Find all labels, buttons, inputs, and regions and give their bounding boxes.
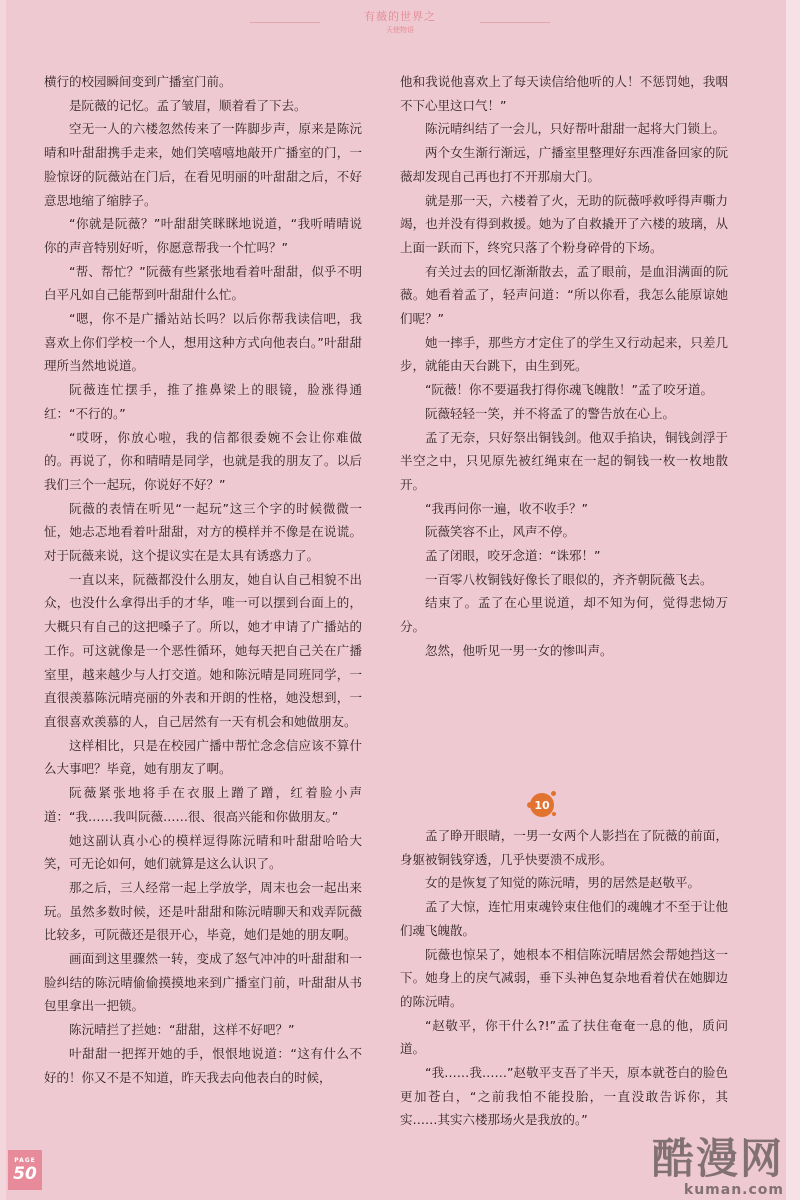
paragraph: 是阮薇的记忆。孟了皱眉，顺着看了下去。 xyxy=(69,97,307,113)
paragraph: 他和我说他喜欢上了每天读信给他听的人！不惩罚她，我咽不下心里这口气！” xyxy=(400,74,728,113)
paragraph: 这样相比，只是在校园广播中帮忙念念信应该不算什么大事吧？毕竟，她有朋友了啊。 xyxy=(44,737,362,777)
paragraph: 孟了无奈，只好祭出铜钱剑。他双手掐诀，铜钱剑浮于半空之中，只见原先被红绳束在一起的铜钱一枚一枚地散开。 xyxy=(400,429,728,492)
paragraph: “赵敬平，你干什么?!”孟了扶住奄奄一息的他，质问道。 xyxy=(400,1017,728,1057)
paragraph: 女的是恢复了知觉的陈沅晴，男的居然是赵敬平。 xyxy=(425,875,701,891)
paragraph: “哎呀，你放心啦，我的信都很委婉不会让你难做的。再说了，你和晴晴是同学，也就是我的朋友了。以后我们三个一起玩，你说好不好？” xyxy=(44,429,362,492)
watermark-url: kuman.com xyxy=(683,1182,784,1198)
paragraph: 孟了大惊，连忙用束魂铃束住他们的魂魄才不至于让他们魂飞魄散。 xyxy=(400,899,728,938)
paragraph: “你就是阮薇？”叶甜甜笑眯眯地说道，“我听晴晴说你的声音特别好听，你愿意帮我一个忙吗？” xyxy=(44,216,362,255)
ink-splash xyxy=(551,791,556,796)
paragraph: 她一摔手，那些方才定住了的学生又行动起来，只差几步，就能由天台跳下，由生到死。 xyxy=(400,334,728,374)
paragraph: 两个女生渐行渐远，广播室里整理好东西准备回家的阮薇却发现自己再也打不开那扇大门。 xyxy=(400,145,728,184)
paragraph: 叶甜甜一把挥开她的手，恨恨地说道：“这有什么不好的！你又不是不知道，昨天我去向他表白的时候， xyxy=(44,1045,362,1085)
paragraph: 陈沅晴纠结了一会儿，只好帮叶甜甜一起将大门锁上。 xyxy=(425,121,726,137)
paragraph: 阮薇的表情在听见“一起玩”这三个字的时候微微一怔，她忐忑地看着叶甜甜，对方的模样并不像是在说谎。对于阮薇来说，这个提议实在是太具有诱惑力了。 xyxy=(44,500,362,564)
paragraph: 阮薇紧张地将手在衣服上蹭了蹭，红着脸小声道：“我……我叫阮薇……很、很高兴能和你做朋友。” xyxy=(44,785,362,824)
chapter-number: 10 xyxy=(530,793,554,817)
right-text-column-top xyxy=(400,70,728,663)
paragraph: 忽然，他听见一男一女的惨叫声。 xyxy=(425,642,613,658)
site-watermark xyxy=(634,1136,784,1198)
watermark-logo-text: 酷漫网 xyxy=(651,1134,784,1183)
paragraph: 她这副认真小心的模样逗得陈沅晴和叶甜甜哈哈大笑，可无论如何，她们就算是这么认识了。 xyxy=(44,832,362,872)
paragraph: 那之后，三人经常一起上学放学，周末也会一起出来玩。虽然多数时候，还是叶甜甜和陈沅晴聊天和戏弄阮薇比较多，可阮薇还是很开心，毕竟，她们是她的朋友啊。 xyxy=(44,879,362,943)
running-header xyxy=(300,8,500,35)
header-subtitle: 天使物语 xyxy=(386,26,414,34)
paragraph: 阮薇轻轻一笑，并不将孟了的警告放在心上。 xyxy=(425,405,676,421)
chapter-number-badge xyxy=(527,790,557,820)
paragraph: 结束了。孟了在心里说道，却不知为何，觉得悲恸万分。 xyxy=(400,595,728,635)
header-title: 有薇的世界之 xyxy=(364,10,436,23)
left-text-column xyxy=(44,70,362,1089)
paragraph: 阮薇笑容不止，风声不停。 xyxy=(425,524,576,540)
paragraph: 横行的校园瞬间变到广播室门前。 xyxy=(44,74,232,89)
right-text-column-bottom xyxy=(400,824,728,1132)
paragraph: 一直以来，阮薇都没什么朋友，她自认自己相貌不出众，也没什么拿得出手的才华，唯一可以摆到台面上的，大概只有自己的这把嗓子了。所以，她才申请了广播站的工作。可这就像是一个恶性循环，她每天把自己关在广播室里，越来越少与人打交道。她和陈沅晴是同班同学，一直很羡慕陈沅晴亮丽的外表和开朗的性格，她没想到，一直很喜欢羡慕的人，自己居然有一天有机会和她做朋友。 xyxy=(44,571,362,729)
paragraph: “我……我……”赵敬平支吾了半天，原本就苍白的脸色更加苍白，“之前我怕不能投胎，一直没敢告诉你，其实……其实六楼那场火是我放的。” xyxy=(400,1065,728,1128)
paragraph: 空无一人的六楼忽然传来了一阵脚步声，原来是陈沅晴和叶甜甜携手走来，她们笑嘻嘻地敲开广播室的门，一脸惊讶的阮薇站在门后，在看见明丽的叶甜甜之后，不好意思地缩了缩脖子。 xyxy=(44,121,362,208)
paragraph: 有关过去的回忆渐渐散去，孟了眼前，是血泪满面的阮薇。她看着孟了，轻声问道：“所以你看，我怎么能原谅她们呢？” xyxy=(400,263,728,327)
paragraph: 孟了闭眼，咬牙念道：“诛邪！” xyxy=(425,548,601,564)
paragraph: “我再问你一遍，收不收手？” xyxy=(425,500,588,516)
paragraph: 一百零八枚铜钱好像长了眼似的，齐齐朝阮薇飞去。 xyxy=(425,571,713,587)
page-number: 50 xyxy=(13,1163,37,1184)
page-number-tab xyxy=(8,1150,42,1190)
paragraph: 阮薇连忙摆手，推了推鼻梁上的眼镜，脸涨得通红：“不行的。” xyxy=(44,382,362,421)
paragraph: “阮薇！你不要逼我打得你魂飞魄散！”孟了咬牙道。 xyxy=(425,382,713,398)
paragraph: 阮薇也惊呆了，她根本不相信陈沅晴居然会帮她挡这一下。她身上的戾气减弱，垂下头神色复杂地看着伏在她脚边的陈沅晴。 xyxy=(400,946,728,1009)
paragraph: 陈沅晴拦了拦她：“甜甜，这样不好吧？” xyxy=(69,1022,295,1038)
ink-splash xyxy=(552,812,556,816)
paragraph: “帮、帮忙？”阮薇有些紧张地看着叶甜甜，似乎不明白平凡如自己能帮到叶甜甜什么忙。 xyxy=(44,263,362,303)
paragraph: 孟了睁开眼睛，一男一女两个人影挡在了阮薇的前面，身躯被铜钱穿透，几乎快要溃不成形。 xyxy=(400,828,728,867)
page-label: PAGE xyxy=(14,1156,36,1164)
paragraph: 画面到这里骤然一转，变成了怒气冲冲的叶甜甜和一脸纠结的陈沅晴偷偷摸摸地来到广播室门前，叶甜甜从书包里拿出一把锁。 xyxy=(44,951,362,1014)
paragraph: “嗯，你不是广播站站长吗？以后你帮我读信吧，我喜欢上你们学校一个人，想用这种方式向他表白。”叶甜甜理所当然地说道。 xyxy=(44,311,362,374)
page-edge-right xyxy=(786,0,800,1200)
page-edge xyxy=(0,0,6,1200)
paragraph: 就是那一天，六楼着了火，无助的阮薇呼救呼得声嘶力竭，也并没有得到救援。她为了自救撬开了六楼的玻璃，从上面一跃而下，终究只落了个粉身碎骨的下场。 xyxy=(400,192,728,255)
